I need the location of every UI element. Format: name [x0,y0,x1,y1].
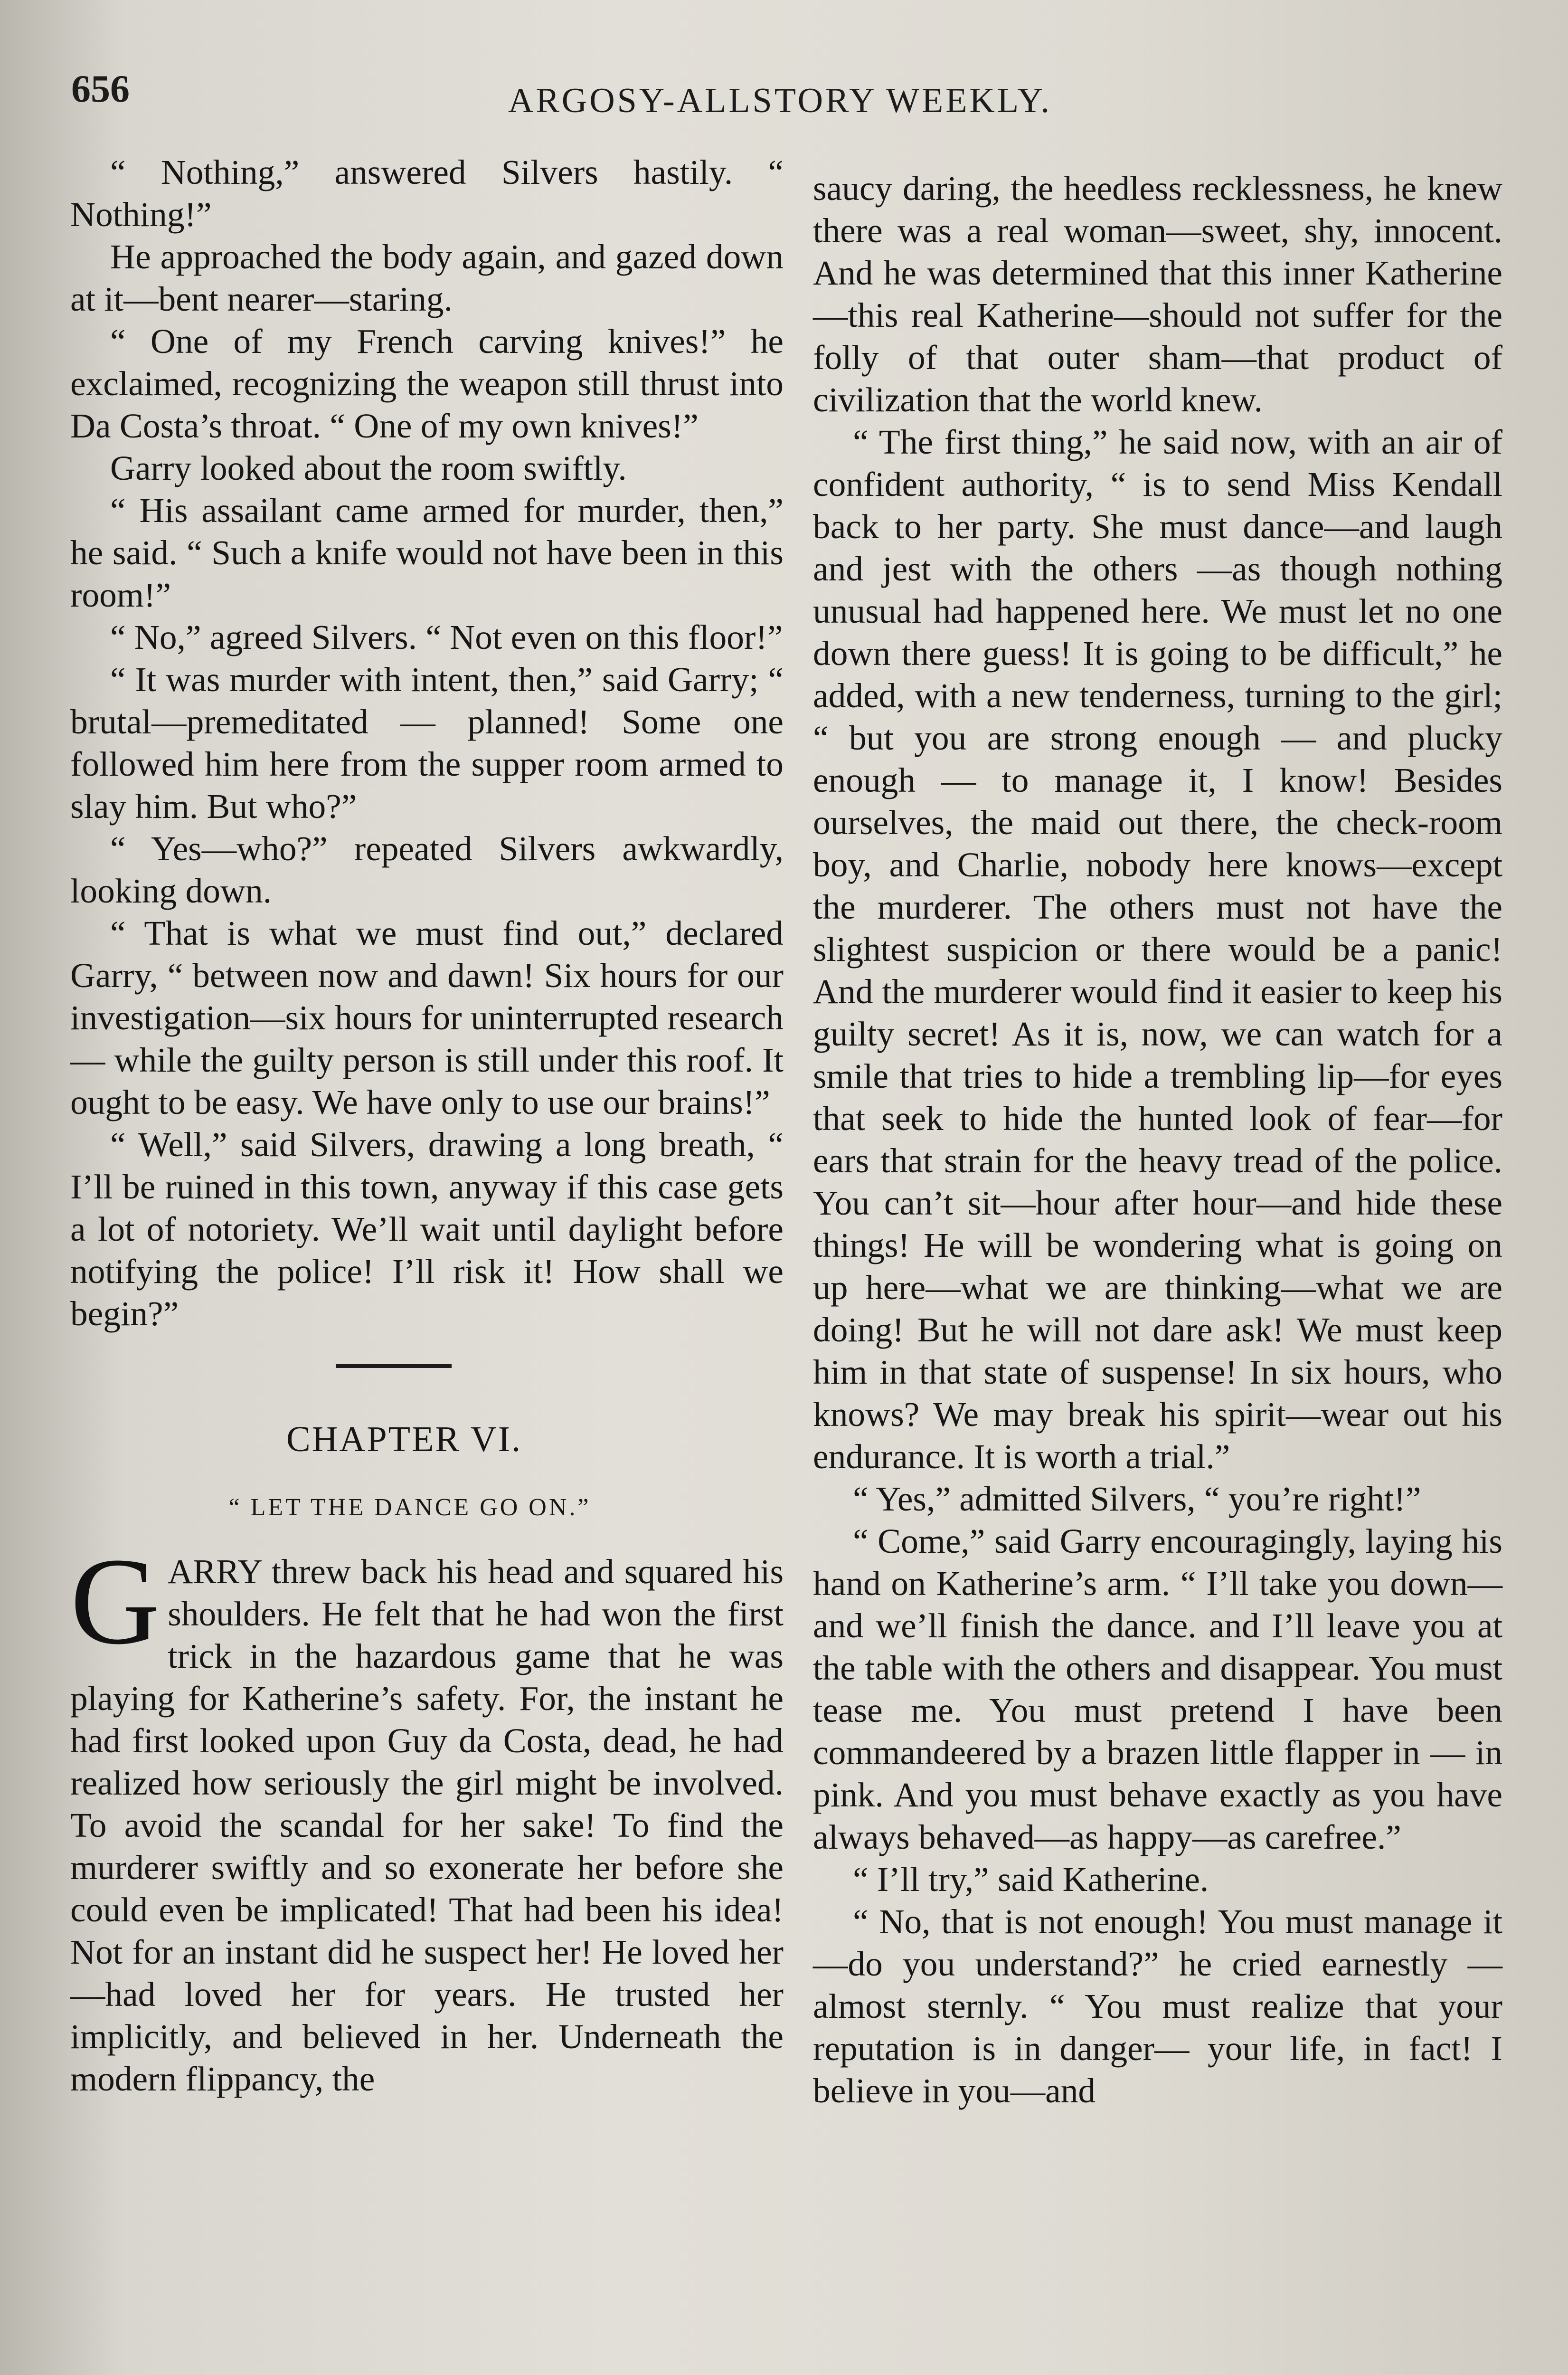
continued-paragraph: saucy daring, the heedless recklessness, he knew there was a real woman—sweet, shy, innocent. And he was determined that this inner Katherine—this real Katherine—should not suffer for the folly of that outer sham—that product of civilization that the world knew. [813,169,1502,419]
paragraph: “ It was murder with intent, then,” said Garry; “ brutal—premeditated — planned! Some one followed him here from the supper room armed to slay him. But who?” [70,660,784,826]
paragraph: “ Come,” said Garry encouragingly, laying his hand on Katherine’s arm. “ I’ll take you down—and we’ll finish the dance. and I’ll leave you at the table with the others and disappear. You must tease me. You must pretend I have been commandeered by a brazen little flapper in — in pink. And you must behave exactly as you have always behaved—as happy—as carefree.” [813,1522,1502,1856]
section-divider [336,1364,452,1368]
paragraph: “ Yes—who?” repeated Silvers awkwardly, looking down. [70,829,784,910]
paragraph: Garry looked about the room swiftly. [110,449,627,487]
paragraph: “ The first thing,” he said now, with an air of confident authority, “ is to send Miss Kendall back to her party. She must dance—and laugh and jest with the others —as though nothing unusual had happened here. We must let no one down there guess! It is going to be difficult,” he added, with a new tenderness, turning to the girl; “ but you are strong enough — and plucky enough — to manage it, I know! Besides ourselves, the maid out there, the check-room boy, and Charlie, nobody here knows—except the murderer. The others must not have the slightest suspicion or there would be a panic! And the murderer would find it easier to keep his guilty secret! As it is, now, we can watch for a smile that tries to hide a trembling lip—for eyes that seek to hide the hunted look of fear—for ears that strain for the heavy tread of the police. You can’t sit—hour after hour—and hide these things! He will be wondering what is going on up here—what we are thinking—what we are doing! But he will not dare ask! We must keep him in that state of suspense! In six hours, who knows? We may break his spirit—wear out his endurance. It is worth a trial.” [813,423,1502,1476]
paragraph: “ No,” agreed Silvers. “ Not even on this floor!” [110,618,783,656]
chapter-opening-text: ARRY threw back his head and squared his shoulders. He felt that he had won the first trick in the hazardous game that he was playing for Katherine’s safety. For, the instant he had first looked upon Guy da Costa, dead, he had realized how seriously the girl might be involved. To avoid the scandal for her sake! To find the murderer swiftly and so exonerate her before she could even be implicated! That had been his idea! Not for an instant did he suspect her! He loved her—had loved her for years. He trusted her implicitly, and believed in her. Underneath the modern flippancy, the [70,1552,784,2098]
right-column [813,167,1502,2112]
drop-cap: G [70,1532,161,1670]
page-number: 656 [71,67,130,110]
running-head: ARGOSY-ALLSTORY WEEKLY. [508,81,1052,120]
paragraph: “ Yes,” admitted Silvers, “ you’re right!” [853,1480,1421,1518]
paragraph: “ That is what we must find out,” declared Garry, “ between now and dawn! Six hours for our investigation—six hours for uninterrupted research — while the guilty person is still under this roof. It ought to be easy. We have only to use our brains!” [70,914,784,1121]
paragraph: “ No, that is not enough! You must manage it—do you understand?” he cried earnestly — almost sternly. “ You must realize that your reputation is in danger— your life, in fact! I believe in you—and [813,1902,1502,2110]
paragraph: He approached the body again, and gazed down at it—bent nearer—staring. [70,238,784,318]
chapter-subtitle: “ LET THE DANCE GO ON.” [228,1494,591,1521]
left-column [70,151,784,2100]
page-header [71,66,1496,128]
paragraph: “ I’ll try,” said Katherine. [853,1860,1209,1899]
chapter-title: CHAPTER VI. [286,1419,522,1459]
chapter-opening-paragraph [70,1532,784,2100]
paragraph: “ Well,” said Silvers, drawing a long breath, “ I’ll be ruined in this town, anyway if this case gets a lot of notoriety. We’ll wait until daylight before notifying the police! I’ll risk it! How shall we begin?” [70,1125,784,1333]
paragraph: “ One of my French carving knives!” he exclaimed, recognizing the weapon still thrust into Da Costa’s throat. “ One of my own knives!” [70,322,784,445]
paragraph: “ Nothing,” answered Silvers hastily. “ Nothing!” [70,153,784,234]
paragraph: “ His assailant came armed for murder, then,” he said. “ Such a knife would not have been in this room!” [70,491,784,614]
